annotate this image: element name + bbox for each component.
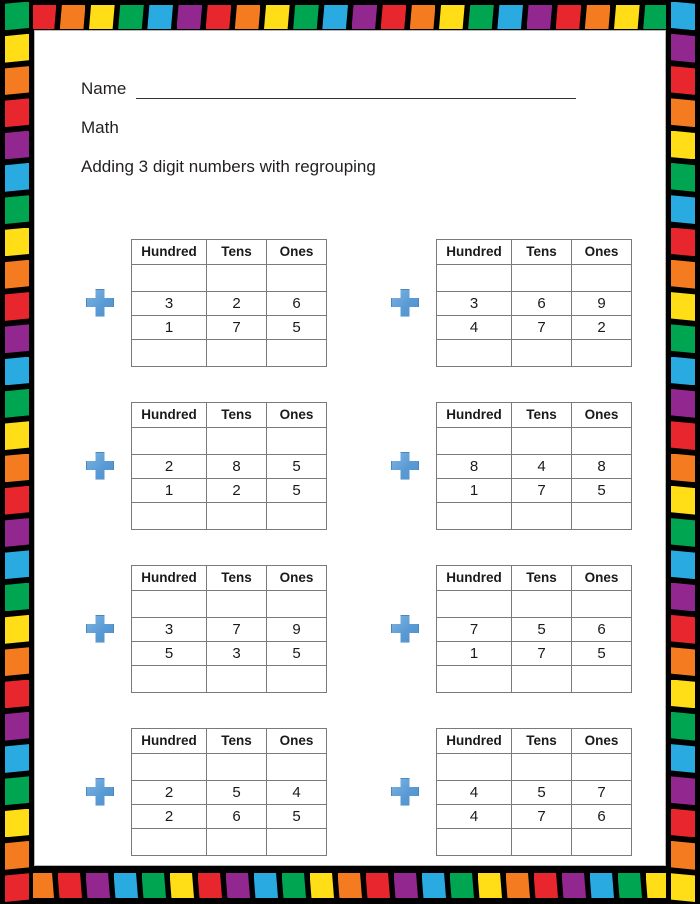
problem-4 [374, 384, 679, 547]
border-left-tile [5, 163, 29, 192]
carry-row-hundreds[interactable] [437, 753, 512, 780]
carry-row [437, 590, 632, 617]
border-bottom-tile [30, 873, 55, 898]
carry-row-hundreds[interactable] [132, 590, 207, 617]
border-left-tile [5, 776, 29, 805]
sum-row-tens[interactable] [207, 339, 267, 366]
addend1-row [437, 780, 632, 804]
addend2-row-hundreds: 5 [132, 641, 207, 665]
carry-row [132, 427, 327, 454]
border-top-tile [177, 5, 203, 29]
sum-row-ones[interactable] [572, 339, 632, 366]
sum-row-tens[interactable] [512, 665, 572, 692]
border-top-tile [468, 5, 494, 29]
carry-row-tens[interactable] [512, 427, 572, 454]
worksheet-header [81, 79, 641, 177]
border-bottom-tile [366, 873, 391, 898]
border-left-tile [5, 260, 29, 289]
border-bottom-tile [394, 873, 419, 898]
plus-icon [86, 778, 114, 806]
border-bottom-tile [450, 873, 475, 898]
place-value-table [131, 239, 327, 367]
carry-row-ones[interactable] [572, 590, 632, 617]
sum-row-hundreds[interactable] [132, 665, 207, 692]
addend1-row-ones: 8 [572, 454, 632, 478]
addend2-row-hundreds: 1 [132, 315, 207, 339]
addend2-row-tens: 6 [207, 804, 267, 828]
column-header-tens: Tens [207, 728, 267, 753]
addend2-row-ones: 2 [572, 315, 632, 339]
border-top-tile [264, 5, 290, 29]
carry-row-hundreds[interactable] [132, 427, 207, 454]
border-left-tile [5, 615, 29, 644]
operator-slot [374, 452, 436, 480]
place-value-table [131, 728, 327, 856]
addend1-row-ones: 6 [267, 291, 327, 315]
border-bottom-tile [338, 873, 363, 898]
sum-row [437, 665, 632, 692]
border-top-tile [89, 5, 115, 29]
sum-row-tens[interactable] [207, 828, 267, 855]
carry-row-ones[interactable] [267, 427, 327, 454]
carry-row [132, 753, 327, 780]
border-left-tile [5, 518, 29, 547]
border-bottom-tile [310, 873, 335, 898]
border-top-tile [206, 5, 232, 29]
border-left-tile [5, 809, 29, 838]
border-left-tile [5, 744, 29, 773]
decorative-border-left [0, 0, 33, 904]
column-header-hundreds: Hundred [132, 728, 207, 753]
problem-row [69, 547, 679, 710]
border-top-tile [235, 5, 261, 29]
column-header-hundreds: Hundred [437, 728, 512, 753]
table-header-row [132, 565, 327, 590]
addend1-row-tens: 6 [512, 291, 572, 315]
sum-row-hundreds[interactable] [437, 828, 512, 855]
column-header-hundreds: Hundred [437, 402, 512, 427]
operator-slot [69, 615, 131, 643]
border-left-tile [5, 195, 29, 224]
border-left-tile [5, 712, 29, 741]
column-header-hundreds: Hundred [437, 565, 512, 590]
operator-slot [69, 289, 131, 317]
sum-row-tens[interactable] [512, 339, 572, 366]
column-header-ones: Ones [267, 402, 327, 427]
plus-icon [86, 452, 114, 480]
addend2-row-hundreds: 1 [132, 478, 207, 502]
carry-row-tens[interactable] [207, 590, 267, 617]
table-header-row [132, 402, 327, 427]
problem-2 [374, 221, 679, 384]
addend1-row-hundreds: 2 [132, 780, 207, 804]
table-header-row [437, 565, 632, 590]
problem-row [69, 384, 679, 547]
place-value-table [436, 565, 632, 693]
addend1-row [132, 291, 327, 315]
subject-label: Math [81, 118, 119, 137]
carry-row-hundreds[interactable] [132, 264, 207, 291]
addend2-row [132, 315, 327, 339]
addend1-row [437, 291, 632, 315]
border-bottom-tile [478, 873, 503, 898]
table-header-row [437, 402, 632, 427]
border-right-tile [671, 66, 695, 95]
border-top-tile [410, 5, 436, 29]
column-header-tens: Tens [512, 239, 572, 264]
addend1-row-hundreds: 3 [132, 291, 207, 315]
name-input-line[interactable] [136, 84, 576, 99]
border-bottom-tile [86, 873, 111, 898]
addend1-row-tens: 4 [512, 454, 572, 478]
addend1-row [437, 617, 632, 641]
addend1-row [132, 780, 327, 804]
addend2-row [437, 315, 632, 339]
addend1-row-ones: 5 [267, 454, 327, 478]
worksheet-paper [34, 30, 666, 866]
addend1-row-hundreds: 3 [132, 617, 207, 641]
border-top-tile [585, 5, 611, 29]
border-left-tile [5, 389, 29, 418]
carry-row-hundreds[interactable] [437, 590, 512, 617]
problem-8 [374, 710, 679, 873]
name-label: Name [81, 79, 127, 98]
border-top-tile [118, 5, 144, 29]
carry-row-hundreds[interactable] [437, 264, 512, 291]
carry-row-tens[interactable] [207, 753, 267, 780]
sum-row [437, 828, 632, 855]
addend1-row-ones: 9 [572, 291, 632, 315]
column-header-tens: Tens [207, 239, 267, 264]
sum-row-ones[interactable] [267, 502, 327, 529]
border-top-tile [614, 5, 640, 29]
border-right-tile [671, 195, 695, 224]
carry-row-ones[interactable] [267, 590, 327, 617]
sum-row-ones[interactable] [267, 339, 327, 366]
addend2-row-hundreds: 1 [437, 478, 512, 502]
operator-slot [374, 615, 436, 643]
addend2-row-ones: 5 [267, 315, 327, 339]
addend2-row-tens: 7 [512, 478, 572, 502]
column-header-tens: Tens [207, 565, 267, 590]
border-bottom-tile [506, 873, 531, 898]
column-header-ones: Ones [572, 239, 632, 264]
border-bottom-tile [618, 873, 643, 898]
addend2-row [132, 804, 327, 828]
sum-row-hundreds[interactable] [437, 665, 512, 692]
sum-row-ones[interactable] [267, 665, 327, 692]
addend1-row-tens: 7 [207, 617, 267, 641]
addend2-row-ones: 5 [572, 641, 632, 665]
carry-row [132, 264, 327, 291]
page-title: Adding 3 digit numbers with regrouping [81, 157, 376, 176]
carry-row-tens[interactable] [207, 264, 267, 291]
operator-slot [69, 778, 131, 806]
border-left-tile [5, 228, 29, 257]
sum-row [132, 339, 327, 366]
carry-row-ones[interactable] [572, 427, 632, 454]
sum-row-hundreds[interactable] [132, 339, 207, 366]
addend1-row-ones: 9 [267, 617, 327, 641]
addend2-row [132, 641, 327, 665]
border-right-tile [671, 163, 695, 192]
column-header-tens: Tens [512, 402, 572, 427]
column-header-tens: Tens [207, 402, 267, 427]
plus-icon [86, 289, 114, 317]
border-left-tile [5, 131, 29, 160]
sum-row [132, 502, 327, 529]
column-header-ones: Ones [572, 728, 632, 753]
border-left-tile [5, 292, 29, 321]
border-right-tile [671, 98, 695, 127]
border-top-tile [439, 5, 465, 29]
place-value-table [131, 565, 327, 693]
addend1-row-tens: 8 [207, 454, 267, 478]
plus-icon [391, 778, 419, 806]
problem-row [69, 221, 679, 384]
border-left-tile [5, 873, 29, 902]
problem-5 [69, 547, 374, 710]
border-top-tile [497, 5, 523, 29]
addend2-row [132, 478, 327, 502]
table-header-row [132, 728, 327, 753]
addend2-row [437, 804, 632, 828]
addend2-row-hundreds: 4 [437, 804, 512, 828]
border-right-tile [671, 873, 695, 902]
border-bottom-tile [170, 873, 195, 898]
border-bottom-tile [58, 873, 83, 898]
sum-row [437, 339, 632, 366]
border-bottom-tile [590, 873, 615, 898]
addend1-row-hundreds: 8 [437, 454, 512, 478]
addend2-row-tens: 7 [512, 315, 572, 339]
border-left-tile [5, 34, 29, 63]
plus-icon [86, 615, 114, 643]
carry-row-tens[interactable] [512, 264, 572, 291]
problem-3 [69, 384, 374, 547]
border-bottom-tile [226, 873, 251, 898]
addend1-row-ones: 6 [572, 617, 632, 641]
place-value-table [436, 402, 632, 530]
addend1-row-hundreds: 2 [132, 454, 207, 478]
addend1-row-tens: 5 [512, 617, 572, 641]
problem-6 [374, 547, 679, 710]
border-bottom-tile [534, 873, 559, 898]
addend1-row [437, 454, 632, 478]
addend2-row-hundreds: 2 [132, 804, 207, 828]
addend2-row-ones: 5 [267, 804, 327, 828]
carry-row-hundreds[interactable] [437, 427, 512, 454]
sum-row-ones[interactable] [572, 502, 632, 529]
carry-row [132, 590, 327, 617]
addend1-row-hundreds: 3 [437, 291, 512, 315]
carry-row-ones[interactable] [267, 264, 327, 291]
addend1-row-tens: 5 [207, 780, 267, 804]
column-header-hundreds: Hundred [132, 402, 207, 427]
border-top-tile [381, 5, 407, 29]
sum-row [132, 665, 327, 692]
column-header-hundreds: Hundred [132, 239, 207, 264]
sum-row-ones[interactable] [267, 828, 327, 855]
operator-slot [69, 452, 131, 480]
place-value-table [436, 239, 632, 367]
sum-row [132, 828, 327, 855]
addend2-row-tens: 7 [512, 641, 572, 665]
sum-row-tens[interactable] [207, 502, 267, 529]
operator-slot [374, 289, 436, 317]
border-left-tile [5, 550, 29, 579]
border-right-tile [671, 2, 695, 31]
border-bottom-tile [142, 873, 167, 898]
plus-icon [391, 615, 419, 643]
column-header-hundreds: Hundred [132, 565, 207, 590]
addend2-row [437, 641, 632, 665]
border-bottom-tile [562, 873, 587, 898]
plus-icon [391, 289, 419, 317]
addend2-row-ones: 5 [267, 478, 327, 502]
carry-row-ones[interactable] [572, 753, 632, 780]
sum-row-hundreds[interactable] [437, 502, 512, 529]
border-left-tile [5, 486, 29, 515]
border-left-tile [5, 583, 29, 612]
border-left-tile [5, 357, 29, 386]
addend1-row [132, 617, 327, 641]
border-top-tile [322, 5, 348, 29]
table-header-row [132, 239, 327, 264]
column-header-tens: Tens [512, 565, 572, 590]
sum-row-tens[interactable] [512, 828, 572, 855]
sum-row-tens[interactable] [207, 665, 267, 692]
problem-row [69, 710, 679, 873]
addend1-row [132, 454, 327, 478]
operator-slot [374, 778, 436, 806]
addend2-row-tens: 2 [207, 478, 267, 502]
border-bottom-tile [114, 873, 139, 898]
border-bottom-tile [282, 873, 307, 898]
sum-row-tens[interactable] [512, 502, 572, 529]
sum-row-hundreds[interactable] [132, 502, 207, 529]
border-left-tile [5, 680, 29, 709]
sum-row-hundreds[interactable] [437, 339, 512, 366]
name-row [81, 79, 641, 99]
column-header-ones: Ones [267, 565, 327, 590]
border-top-tile [60, 5, 86, 29]
border-bottom-tile [198, 873, 223, 898]
addend2-row-hundreds: 4 [437, 315, 512, 339]
border-bottom-tile [254, 873, 279, 898]
column-header-ones: Ones [267, 239, 327, 264]
border-top-tile [293, 5, 319, 29]
addend1-row-tens: 2 [207, 291, 267, 315]
decorative-border-top [0, 0, 700, 33]
addend1-row-hundreds: 7 [437, 617, 512, 641]
table-header-row [437, 728, 632, 753]
carry-row-hundreds[interactable] [132, 753, 207, 780]
carry-row-tens[interactable] [207, 427, 267, 454]
border-bottom-tile [422, 873, 447, 898]
addend2-row-ones: 5 [267, 641, 327, 665]
addend1-row-tens: 5 [512, 780, 572, 804]
border-left-tile [5, 421, 29, 450]
sum-row-ones[interactable] [572, 828, 632, 855]
addend2-row-tens: 3 [207, 641, 267, 665]
carry-row-ones[interactable] [572, 264, 632, 291]
addend1-row-ones: 7 [572, 780, 632, 804]
border-left-tile [5, 454, 29, 483]
border-left-tile [5, 2, 29, 31]
addend2-row-ones: 6 [572, 804, 632, 828]
addend2-row-hundreds: 1 [437, 641, 512, 665]
sum-row-ones[interactable] [572, 665, 632, 692]
carry-row-tens[interactable] [512, 590, 572, 617]
border-left-tile [5, 98, 29, 127]
carry-row-ones[interactable] [267, 753, 327, 780]
addend2-row-ones: 5 [572, 478, 632, 502]
carry-row-tens[interactable] [512, 753, 572, 780]
border-top-tile [556, 5, 582, 29]
border-top-tile [147, 5, 173, 29]
place-value-table [131, 402, 327, 530]
place-value-table [436, 728, 632, 856]
addend2-row-tens: 7 [512, 804, 572, 828]
border-right-tile [671, 34, 695, 63]
border-top-tile [31, 5, 57, 29]
problem-grid [69, 221, 679, 873]
border-left-tile [5, 66, 29, 95]
table-header-row [437, 239, 632, 264]
sum-row-hundreds[interactable] [132, 828, 207, 855]
border-top-tile [527, 5, 553, 29]
border-left-tile [5, 841, 29, 870]
problem-1 [69, 221, 374, 384]
column-header-hundreds: Hundred [437, 239, 512, 264]
border-top-tile [352, 5, 378, 29]
column-header-tens: Tens [512, 728, 572, 753]
addend2-row-tens: 7 [207, 315, 267, 339]
border-top-tile [643, 5, 669, 29]
column-header-ones: Ones [267, 728, 327, 753]
addend1-row-hundreds: 4 [437, 780, 512, 804]
addend2-row [437, 478, 632, 502]
sum-row [437, 502, 632, 529]
border-left-tile [5, 324, 29, 353]
carry-row [437, 264, 632, 291]
plus-icon [391, 452, 419, 480]
carry-row [437, 427, 632, 454]
carry-row [437, 753, 632, 780]
column-header-ones: Ones [572, 565, 632, 590]
border-right-tile [671, 131, 695, 160]
problem-7 [69, 710, 374, 873]
border-left-tile [5, 647, 29, 676]
column-header-ones: Ones [572, 402, 632, 427]
addend1-row-ones: 4 [267, 780, 327, 804]
